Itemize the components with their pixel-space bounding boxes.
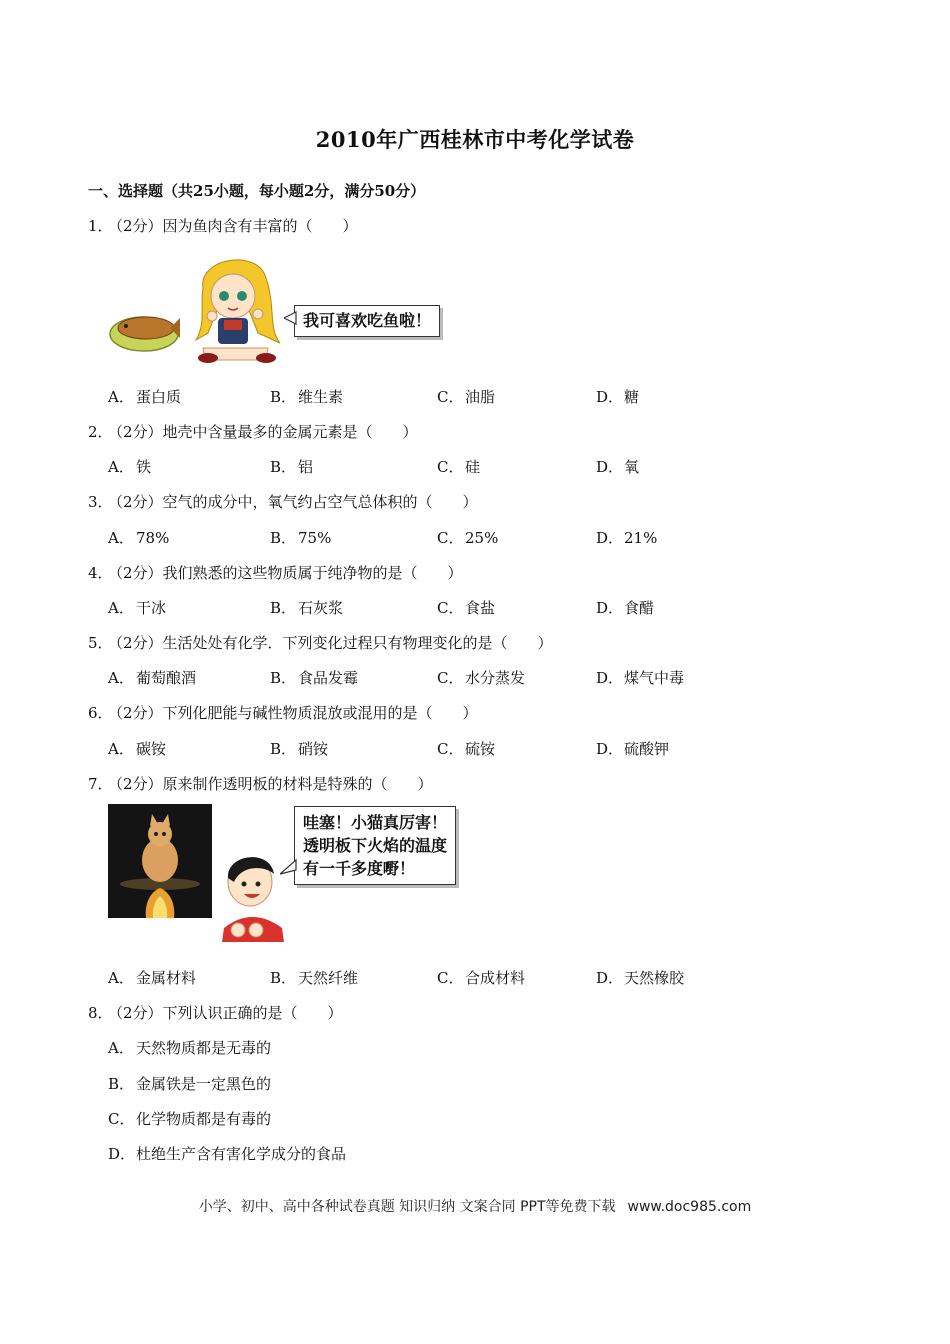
option-d[interactable]: D．天然橡胶 [596,969,685,987]
question-text: （2分）因为鱼肉含有丰富的（ ） [108,217,358,235]
options-1 [108,386,808,406]
bubble-line: 有一千多度嘢！ [303,859,416,878]
question-4: 4．（2分）我们熟悉的这些物质属于纯净物的是（ ） [88,564,463,582]
speech-bubble-cat [294,806,456,885]
options-4 [108,597,808,617]
section-heading: 一、选择题（共25小题，每小题2分，满分50分） [88,182,426,200]
bubble-line: 哇塞！小猫真厉害！ [303,813,448,832]
bubble-line: 透明板下火焰的温度 [303,836,448,855]
option-b[interactable]: B． 硝铵 [270,740,329,758]
option-d[interactable]: D．硫酸钾 [596,740,670,758]
question-1 [88,215,358,236]
bubble-tail-icon [280,858,298,876]
option-a[interactable]: A． 碳铵 [108,740,167,758]
option-d[interactable]: D．杜绝生产含有害化学成分的食品 [108,1145,347,1163]
fish-icon [118,317,174,339]
footer-text: 小学、初中、高中各种试卷真题 知识归纳 文案合同 PPT等免费下载 [198,1199,616,1215]
options-2 [108,456,808,476]
option-b[interactable]: B． 石灰浆 [270,599,344,617]
option-d[interactable]: D．煤气中毒 [596,669,685,687]
page-title: 2010年广西桂林市中考化学试卷 [315,127,635,152]
option-b[interactable]: B． 天然纤维 [270,969,359,987]
option-c[interactable]: C． 食盐 [437,599,496,617]
option-c[interactable]: C． 油脂 [437,388,496,406]
question-5: 5．（2分）生活处处有化学．下列变化过程只有物理变化的是（ ） [88,634,553,652]
option-a[interactable]: A． 金属材料 [108,969,197,987]
option-a[interactable]: A． 78% [108,529,170,547]
option-b[interactable]: B． 75% [270,529,332,547]
options-3 [108,527,808,547]
option-c[interactable]: C． 化学物质都是有毒的 [108,1110,272,1128]
question-8: 8．（2分）下列认识正确的是（ ） [88,1004,343,1022]
option-b[interactable]: B． 维生素 [270,388,344,406]
question-number: 1． [88,217,113,235]
options-7 [108,967,808,987]
cat-photo [108,804,212,918]
question-3: 3．（2分）空气的成分中，氧气约占空气总体积的（ ） [88,493,478,511]
option-a[interactable]: A． 蛋白质 [108,388,182,406]
option-c[interactable]: C． 硅 [437,458,481,476]
option-d[interactable]: D．糖 [596,388,640,406]
options-5 [108,667,808,687]
question-2: 2．（2分）地壳中含量最多的金属元素是（ ） [88,423,418,441]
option-a[interactable]: A． 干冰 [108,599,167,617]
option-c[interactable]: C． 25% [437,529,499,547]
option-d[interactable]: D．氧 [596,458,640,476]
option-d[interactable]: D．食醋 [596,599,655,617]
option-a[interactable]: A． 天然物质都是无毒的 [108,1039,272,1057]
question-7: 7．（2分）原来制作透明板的材料是特殊的（ ） [88,775,433,793]
question-6: 6．（2分）下列化肥能与碱性物质混放或混用的是（ ） [88,704,478,722]
option-b[interactable]: B． 铝 [270,458,314,476]
options-6 [108,738,808,758]
footer-link[interactable]: www.doc985.com [627,1199,752,1215]
option-d[interactable]: D．21% [596,529,658,547]
option-b[interactable]: B． 金属铁是一定黑色的 [108,1075,272,1093]
option-c[interactable]: C． 合成材料 [437,969,526,987]
footer [0,1196,950,1216]
fish-girl-illustration [108,248,298,373]
option-a[interactable]: A． 葡萄酿酒 [108,669,197,687]
option-c[interactable]: C． 水分蒸发 [437,669,526,687]
speech-bubble: 我可喜欢吃鱼啦！ [294,305,440,337]
option-b[interactable]: B． 食品发霉 [270,669,359,687]
bubble-tail-icon [284,310,298,326]
option-a[interactable]: A． 铁 [108,458,152,476]
option-c[interactable]: C． 硫铵 [437,740,496,758]
